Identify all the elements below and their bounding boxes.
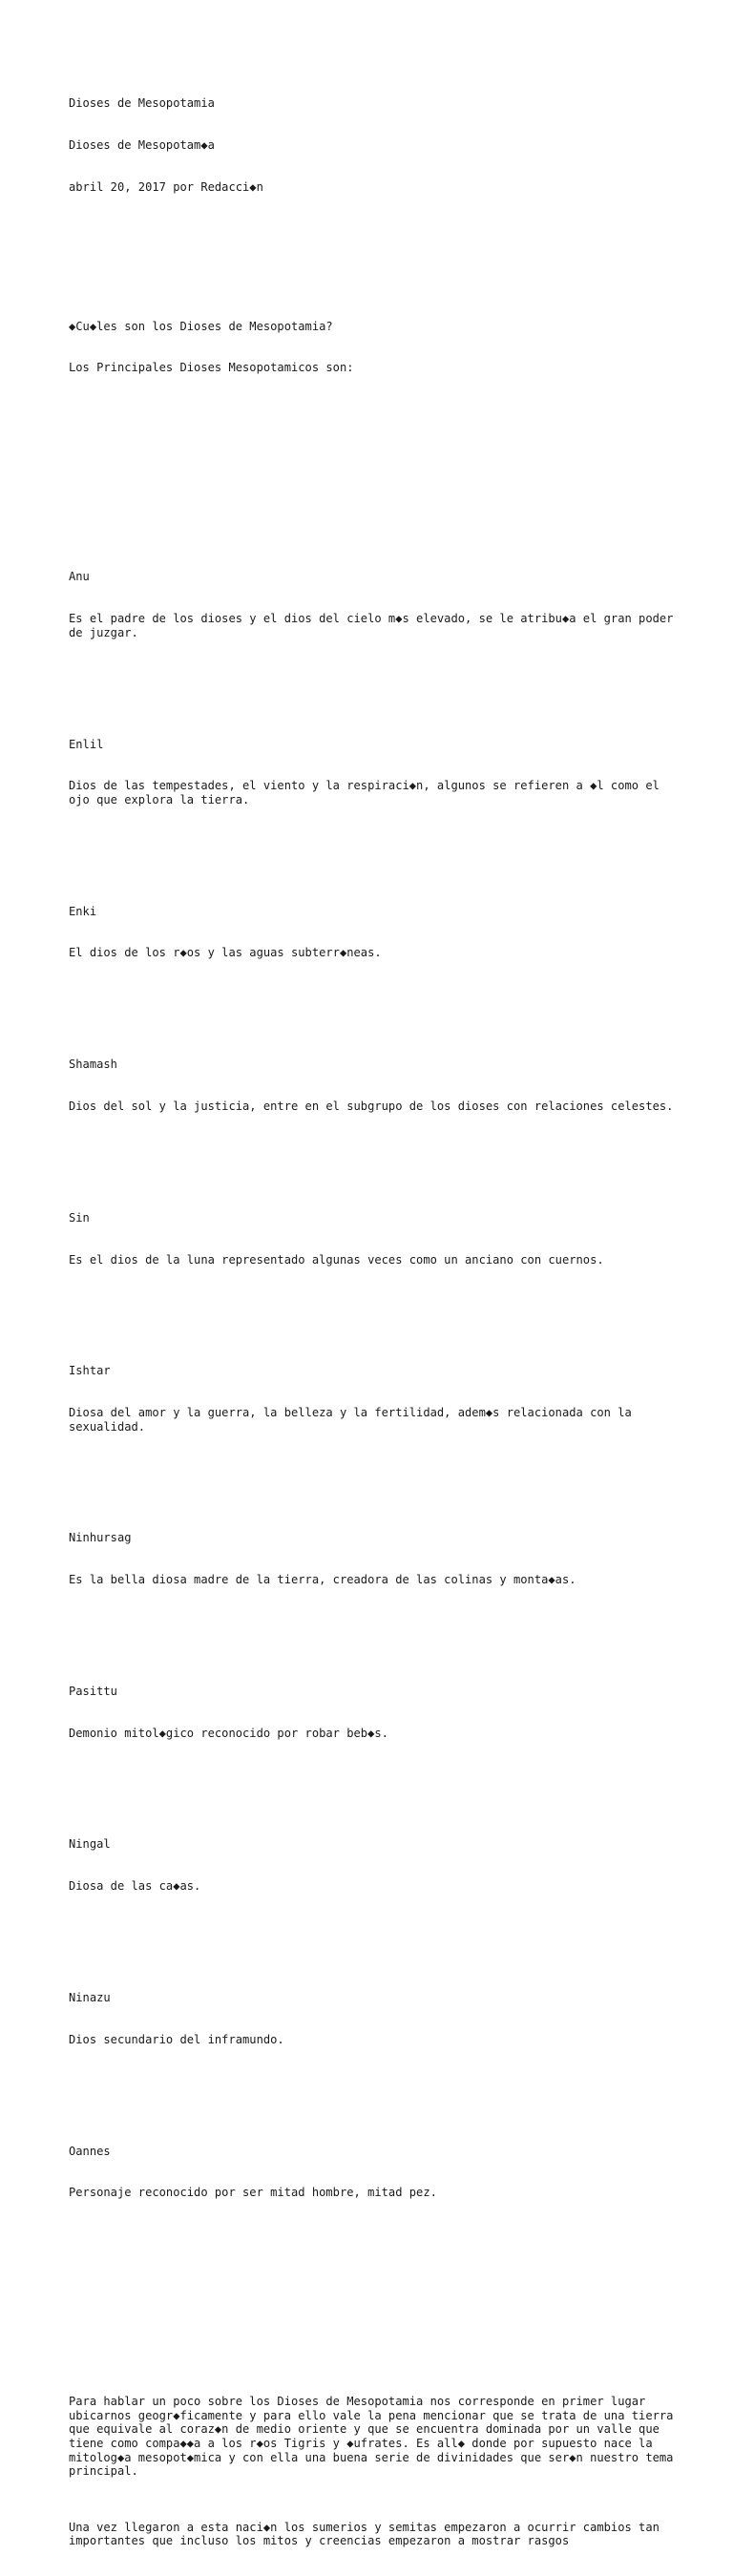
god-entry-sin	[69, 1183, 680, 1295]
body-paragraph-1: Para hablar un poco sobre los Dioses de Mesopotamia nos corresponde en primer lugar ubicarnos geogr◆ficamente y para ello vale la pena mencionar que se trata de una tierra que equivale al coraz◆n de medio oriente y que se encuentra dominada por un valle que tiene como compa◆◆a a los r◆os Tigris y ◆ufrates. Es all◆ donde por supuesto nace la mitolog◆a mesopot◆mica y con ella una buena serie de divinidades que ser◆n nuestro tema principal.	[69, 2395, 681, 2479]
god-name: Ninhursag	[69, 1531, 132, 1545]
god-description: Dios de las tempestades, el viento y la respiraci◆n, algunos se refieren a ◆l como el ojo que explora la tierra.	[69, 779, 667, 806]
document-byline: abril 20, 2017 por Redacci◆n	[69, 179, 263, 194]
god-description: Diosa de las ca◆as.	[69, 1879, 201, 1894]
god-entry-shamash	[69, 1030, 680, 1141]
god-name: Sin	[69, 1210, 90, 1225]
document-title: Dioses de Mesopotamia	[69, 96, 215, 111]
god-description: Diosa del amor y la guerra, la belleza y la fertilidad, adem◆s relacionada con la sexualidad.	[69, 1406, 639, 1434]
god-name: Oannes	[69, 2144, 111, 2158]
god-entry-pasittu	[69, 1657, 680, 1769]
god-name: Pasittu	[69, 1684, 117, 1698]
document-subtitle: Dioses de Mesopotam◆a	[69, 137, 215, 152]
god-entry-ningal	[69, 1810, 680, 1921]
god-description: Es el dios de la luna representado algunas veces como un anciano con cuernos.	[69, 1252, 604, 1267]
god-description: Es el padre de los dioses y el dios del cielo m◆s elevado, se le atribu◆a el gran poder de juzgar.	[69, 612, 681, 639]
document-page	[69, 69, 680, 2576]
god-entry-enlil	[69, 709, 680, 834]
god-name: Enki	[69, 904, 97, 918]
god-name: Ninazu	[69, 1990, 111, 2004]
god-entry-ninhursag	[69, 1503, 680, 1615]
god-description: Dios del sol y la justicia, entre en el subgrupo de los dioses con relaciones celestes.	[69, 1099, 674, 1113]
god-name: Enlil	[69, 737, 104, 751]
god-name: Shamash	[69, 1058, 117, 1072]
gods-list	[69, 514, 680, 2270]
god-entry-ishtar	[69, 1336, 680, 1461]
intro-question: ◆Cu◆les son los Dioses de Mesopotamia?	[69, 319, 333, 333]
god-entry-anu	[69, 542, 680, 667]
god-entry-oannes	[69, 2116, 680, 2228]
god-name: Anu	[69, 570, 90, 584]
god-entry-enki	[69, 876, 680, 988]
god-description: Dios secundario del inframundo.	[69, 2032, 284, 2046]
god-description: Personaje reconocido por ser mitad hombre, mitad pez.	[69, 2186, 437, 2200]
god-description: Es la bella diosa madre de la tierra, creadora de las colinas y monta◆as.	[69, 1573, 576, 1587]
intro-lead: Los Principales Dioses Mesopotamicos son:	[69, 361, 354, 375]
body-paragraph-2: Una vez llegaron a esta naci◆n los sumerios y semitas empezaron a ocurrir cambios tan importantes que incluso los mitos y creencias empezaron a mostrar rasgos	[69, 2520, 667, 2548]
god-entry-ninazu	[69, 1963, 680, 2075]
god-name: Ningal	[69, 1837, 111, 1852]
god-description: Demonio mitol◆gico reconocido por robar beb◆s.	[69, 1726, 388, 1740]
god-description: El dios de los r◆os y las aguas subterr◆neas.	[69, 946, 382, 960]
god-name: Ishtar	[69, 1364, 111, 1378]
